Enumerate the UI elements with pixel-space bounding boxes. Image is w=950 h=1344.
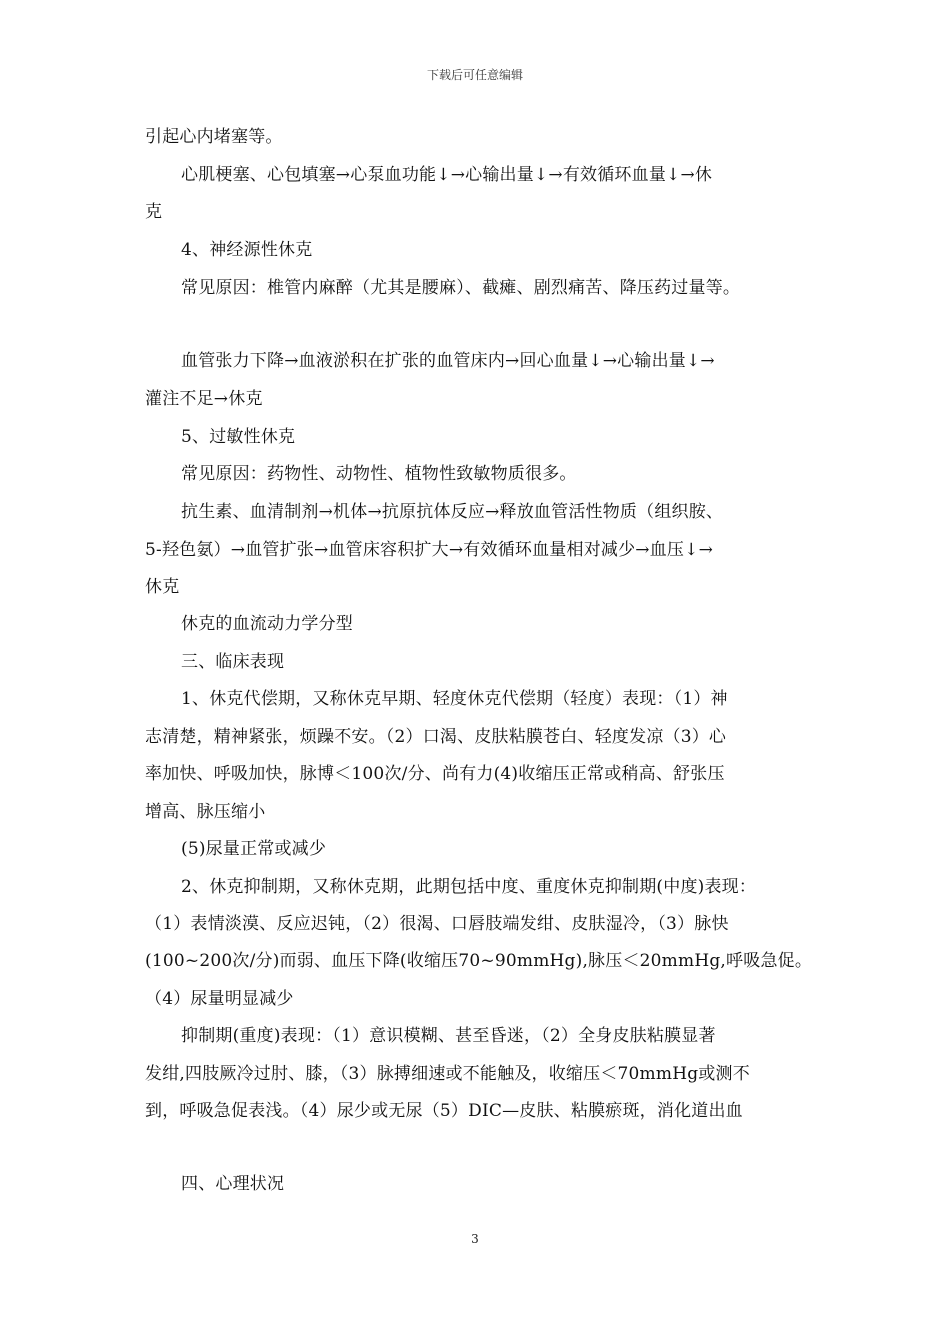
section-heading: 5、过敏性休克 (181, 427, 296, 447)
text-line: 血管张力下降→血液淤积在扩张的血管床内→回心血量↓→心输出量↓→ (181, 351, 715, 371)
section-heading: 4、神经源性休克 (181, 240, 313, 260)
text-line: 抑制期(重度)表现：（1）意识模糊、甚至昏迷，（2）全身皮肤粘膜显著 (181, 1026, 716, 1046)
text-line: 2、休克抑制期，又称休克期，此期包括中度、重度休克抑制期(中度)表现： (181, 877, 757, 897)
text-line: 引起心内堵塞等。 (145, 127, 283, 147)
text-line: 常见原因：药物性、动物性、植物性致敏物质很多。 (181, 464, 577, 484)
text-line: （1）表情淡漠、反应迟钝，（2）很渴、口唇肢端发绀、皮肤湿冷，（3）脉快 (145, 914, 729, 934)
text-line: 发绀,四肢厥冷过肘、膝，（3）脉搏细速或不能触及，收缩压＜70mmHg或测不 (145, 1064, 750, 1084)
text-line: 心肌梗塞、心包填塞→心泵血功能↓→心输出量↓→有效循环血量↓→休 (181, 165, 713, 185)
text-line: 抗生素、血清制剂→机体→抗原抗体反应→释放血管活性物质（组织胺、 (181, 502, 724, 522)
text-line: (5)尿量正常或减少 (181, 839, 327, 859)
page-number: 3 (471, 1232, 479, 1246)
text-line: 率加快、呼吸加快，脉博＜100次/分、尚有力(4)收缩压正常或稍高、舒张压 (145, 764, 725, 784)
section-heading: 四、心理状况 (181, 1174, 285, 1194)
text-line: 到，呼吸急促表浅。（4）尿少或无尿（5）DIC—皮肤、粘膜瘀斑，消化道出血 (145, 1101, 743, 1121)
text-line: 克 (145, 202, 163, 222)
page-header: 下载后可任意编辑 (426, 68, 523, 82)
text-line: 常见原因：椎管内麻醉（尤其是腰麻）、截瘫、剧烈痛苦、降压药过量等。 (181, 278, 741, 298)
section-heading: 三、临床表现 (181, 652, 285, 672)
text-line: 增高、脉压缩小 (145, 802, 266, 822)
text-line: (100~200次/分)而弱、血压下降(收缩压70~90mmHg),脉压＜20mmHg,呼吸急促。 (145, 951, 813, 971)
text-line: （4）尿量明显减少 (145, 989, 294, 1009)
text-line: 灌注不足→休克 (145, 389, 263, 409)
text-line: 休克的血流动力学分型 (181, 614, 353, 634)
text-line: 志清楚，精神紧张，烦躁不安。（2）口渴、皮肤粘膜苍白、轻度发凉（3）心 (145, 727, 727, 747)
text-line: 5-羟色氨）→血管扩张→血管床容积扩大→有效循环血量相对减少→血压↓→ (145, 540, 714, 560)
text-line: 休克 (145, 577, 180, 597)
text-line: 1、休克代偿期，又称休克早期、轻度休克代偿期（轻度）表现：（1）神 (181, 689, 728, 709)
